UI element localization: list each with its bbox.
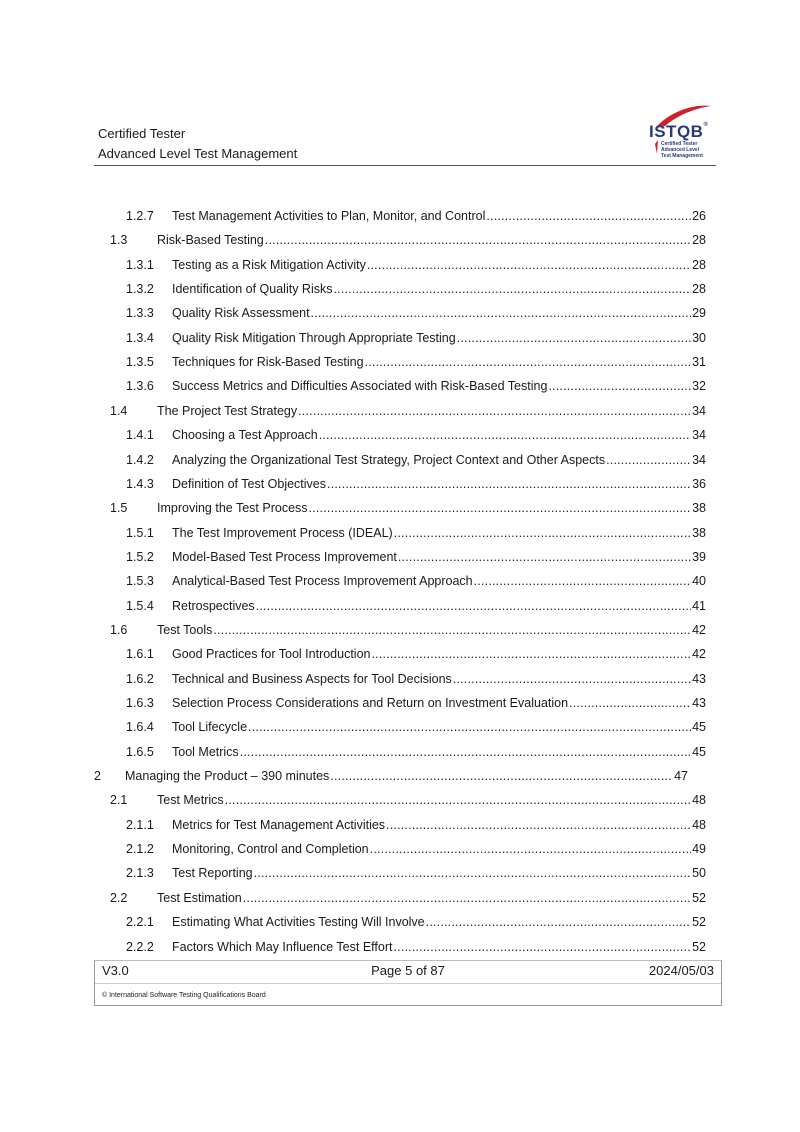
- toc-entry[interactable]: [126, 644, 706, 664]
- toc-entry-number: 1.5.3: [126, 574, 154, 589]
- toc-leader-dots: [334, 279, 692, 299]
- toc-entry-page: 34: [692, 403, 706, 418]
- toc-entry-title: Good Practices for Tool Introduction: [172, 647, 371, 662]
- logo-subtitle: Certified Tester Advanced Level Test Management: [661, 141, 703, 159]
- toc-entry-page: 52: [692, 915, 706, 930]
- header-title: Certified Tester: [98, 126, 186, 141]
- toc-entry-number: 1.6.5: [126, 744, 154, 759]
- toc-leader-dots: [606, 450, 691, 470]
- footer-date: 2024/05/03: [648, 963, 714, 978]
- toc-entry-title: Test Estimation: [157, 890, 242, 905]
- logo-wordmark: ISTQB®: [649, 122, 709, 141]
- toc-entry[interactable]: [126, 912, 706, 932]
- toc-entry-number: 1.3.2: [126, 282, 154, 297]
- toc-entry-title: Model-Based Test Process Improvement: [172, 549, 397, 564]
- toc-entry-title: Quality Risk Assessment: [172, 306, 310, 321]
- toc-entry-number: 2.1.3: [126, 866, 154, 881]
- toc-entry-title: Factors Which May Influence Test Effort: [172, 939, 393, 954]
- toc-entry-title: Testing as a Risk Mitigation Activity: [172, 257, 366, 272]
- toc-leader-dots: [426, 912, 691, 932]
- toc-entry-number: 2.1: [110, 793, 128, 808]
- toc-leader-dots: [248, 717, 691, 737]
- toc-entry-title: Technical and Business Aspects for Tool Decisions: [172, 671, 452, 686]
- toc-entry-page: 42: [692, 622, 706, 637]
- toc-entry-page: 38: [692, 525, 706, 540]
- toc-entry-number: 1.5.2: [126, 549, 154, 564]
- toc-entry[interactable]: [126, 717, 706, 737]
- toc-entry-page: 42: [692, 647, 706, 662]
- toc-entry-number: 1.6: [110, 622, 128, 637]
- toc-leader-dots: [311, 303, 692, 323]
- toc-entry-number: 2.2: [110, 890, 128, 905]
- toc-entry-title: Success Metrics and Difficulties Associated with Risk-Based Testing: [172, 379, 548, 394]
- toc-entry[interactable]: [126, 328, 706, 348]
- toc-entry-title: Test Tools: [157, 622, 213, 637]
- toc-entry-page: 28: [692, 257, 706, 272]
- toc-leader-dots: [225, 790, 691, 810]
- toc-entry-title: Monitoring, Control and Completion: [172, 842, 369, 857]
- toc-entry[interactable]: [126, 523, 706, 543]
- toc-entry-title: Test Metrics: [157, 793, 224, 808]
- toc-leader-dots: [327, 474, 691, 494]
- toc-entry[interactable]: [126, 474, 706, 494]
- toc-entry-title: Quality Risk Mitigation Through Appropriate Testing: [172, 330, 456, 345]
- toc-entry-title: Analytical-Based Test Process Improvement Approach: [172, 574, 473, 589]
- toc-entry-title: Techniques for Risk-Based Testing: [172, 355, 364, 370]
- toc-entry[interactable]: [110, 790, 706, 810]
- toc-entry-number: 1.4.2: [126, 452, 154, 467]
- toc-entry-title: Improving the Test Process: [157, 501, 308, 516]
- toc-entry-title: The Project Test Strategy: [157, 403, 298, 418]
- page-footer: [94, 960, 722, 1006]
- toc-entry-title: The Test Improvement Process (IDEAL): [172, 525, 393, 540]
- toc-entry-page: 36: [692, 476, 706, 491]
- toc-entry-number: 1.5: [110, 501, 128, 516]
- toc-entry[interactable]: [126, 863, 706, 883]
- toc-leader-dots: [393, 937, 691, 957]
- toc-entry[interactable]: [110, 230, 706, 250]
- toc-entry-title: Test Reporting: [172, 866, 253, 881]
- toc-leader-dots: [319, 425, 691, 445]
- toc-entry-title: Retrospectives: [172, 598, 255, 613]
- toc-entry-title: Managing the Product – 390 minutes: [125, 769, 330, 784]
- toc-entry-title: Identification of Quality Risks: [172, 282, 333, 297]
- toc-entry-title: Tool Metrics: [172, 744, 239, 759]
- footer-version: V3.0: [102, 963, 129, 978]
- toc-entry[interactable]: [126, 742, 706, 762]
- toc-entry-page: 45: [692, 744, 706, 759]
- toc-entry-number: 1.6.4: [126, 720, 154, 735]
- toc-entry-page: 34: [692, 428, 706, 443]
- toc-entry[interactable]: [126, 376, 706, 396]
- toc-entry-number: 1.4.1: [126, 428, 154, 443]
- toc-entry-number: 1.3.3: [126, 306, 154, 321]
- toc-entry[interactable]: [110, 498, 706, 518]
- toc-entry-page: 26: [692, 209, 706, 223]
- toc-leader-dots: [370, 839, 691, 859]
- toc-entry-number: 1.4: [110, 403, 128, 418]
- toc-leader-dots: [213, 620, 691, 640]
- toc-entry-number: 1.6.3: [126, 696, 154, 710]
- toc-entry[interactable]: [126, 596, 706, 616]
- toc-leader-dots: [486, 206, 691, 226]
- toc-entry-title: Selection Process Considerations and Return on Investment Evaluation: [172, 696, 569, 710]
- toc-entry-title: Risk-Based Testing: [157, 233, 264, 248]
- toc-entry-page: 49: [692, 842, 706, 857]
- toc-entry[interactable]: [110, 401, 706, 421]
- toc-entry-number: 1.5.1: [126, 525, 154, 540]
- footer-page-number: Page 5 of 87: [371, 963, 445, 978]
- toc-entry[interactable]: [110, 888, 706, 908]
- toc-entry-page: 38: [692, 501, 706, 516]
- toc-entry-page: 40: [692, 574, 706, 589]
- toc-entry-number: 2.2.2: [126, 939, 154, 954]
- toc-entry[interactable]: [126, 839, 706, 859]
- toc-entry-number: 1.5.4: [126, 598, 154, 613]
- toc-entry-title: Definition of Test Objectives: [172, 476, 327, 491]
- toc-leader-dots: [457, 328, 691, 348]
- toc-entry-number: 1.3.4: [126, 330, 154, 345]
- toc-entry-number: 1.3.6: [126, 379, 154, 394]
- toc-entry-page: 39: [692, 549, 706, 564]
- toc-entry-page: 45: [692, 720, 706, 735]
- toc-entry-page: 28: [692, 233, 706, 248]
- toc-entry-page: 28: [692, 282, 706, 297]
- toc-entry-title: Analyzing the Organizational Test Strategy, Project Context and Other Aspects: [172, 452, 606, 467]
- toc-entry-number: 2: [94, 769, 101, 784]
- toc-entry[interactable]: [126, 206, 706, 226]
- toc-entry-page: 32: [692, 379, 706, 394]
- toc-entry-page: 47: [674, 769, 688, 784]
- toc-entry-title: Estimating What Activities Testing Will Involve: [172, 915, 425, 930]
- toc-leader-dots: [474, 571, 691, 591]
- toc-leader-dots: [569, 693, 691, 713]
- toc-entry-page: 43: [692, 671, 706, 686]
- toc-entry[interactable]: [126, 693, 706, 713]
- toc-entry-page: 31: [692, 355, 706, 370]
- toc-entry-number: 1.3.5: [126, 355, 154, 370]
- toc-entry-number: 1.3.1: [126, 257, 154, 272]
- toc-leader-dots: [398, 547, 691, 567]
- toc-entry[interactable]: [126, 937, 706, 957]
- toc-leader-dots: [243, 888, 691, 908]
- toc-entry[interactable]: [126, 279, 706, 299]
- toc-entry-number: 1.6.2: [126, 671, 154, 686]
- toc-entry[interactable]: [126, 669, 706, 689]
- istqb-logo: [645, 104, 715, 162]
- toc-leader-dots: [240, 742, 691, 762]
- toc-entry-page: 48: [692, 793, 706, 808]
- toc-entry-title: Metrics for Test Management Activities: [172, 817, 386, 832]
- toc-entry-number: 2.1.2: [126, 842, 154, 857]
- toc-entry[interactable]: [126, 255, 706, 275]
- toc-entry-page: 43: [692, 696, 706, 710]
- toc-entry[interactable]: [126, 450, 706, 470]
- toc-entry[interactable]: [126, 425, 706, 445]
- toc-entry-number: 2.1.1: [126, 817, 154, 832]
- toc-entry-page: 34: [692, 452, 706, 467]
- toc-entry[interactable]: [126, 571, 706, 591]
- toc-leader-dots: [256, 596, 691, 616]
- toc-entry-page: 48: [692, 817, 706, 832]
- toc-entry-page: 52: [692, 890, 706, 905]
- toc-leader-dots: [265, 230, 691, 250]
- toc-leader-dots: [330, 766, 673, 786]
- toc-leader-dots: [453, 669, 691, 689]
- toc-entry-number: 1.3: [110, 233, 128, 248]
- toc-entry-page: 41: [692, 598, 706, 613]
- toc-leader-dots: [394, 523, 691, 543]
- header-divider: [94, 165, 716, 166]
- toc-entry[interactable]: [126, 352, 706, 372]
- toc-leader-dots: [309, 498, 692, 518]
- toc-entry[interactable]: [94, 766, 688, 786]
- toc-entry[interactable]: [126, 547, 706, 567]
- toc-entry-number: 1.2.7: [126, 209, 154, 223]
- toc-entry-title: Choosing a Test Approach: [172, 428, 318, 443]
- toc-entry-number: 1.4.3: [126, 476, 154, 491]
- toc-leader-dots: [298, 401, 691, 421]
- toc-entry-page: 52: [692, 939, 706, 954]
- footer-copyright: © International Software Testing Qualifications Board: [102, 992, 266, 999]
- toc-leader-dots: [372, 644, 692, 664]
- header-subtitle: Advanced Level Test Management: [98, 146, 298, 161]
- toc-leader-dots: [365, 352, 692, 372]
- toc-entry-page: 30: [692, 330, 706, 345]
- toc-leader-dots: [367, 255, 691, 275]
- toc-entry-number: 1.6.1: [126, 647, 154, 662]
- toc-leader-dots: [548, 376, 691, 396]
- toc-entry-title: Test Management Activities to Plan, Monitor, and Control: [172, 209, 486, 223]
- toc-leader-dots: [386, 815, 691, 835]
- toc-entry-title: Tool Lifecycle: [172, 720, 248, 735]
- toc-entry[interactable]: [126, 815, 706, 835]
- page-header: [98, 124, 716, 166]
- footer-divider: [95, 983, 721, 984]
- toc-entry[interactable]: [110, 620, 706, 640]
- toc-entry-page: 29: [692, 306, 706, 321]
- toc-leader-dots: [254, 863, 691, 883]
- toc-entry-page: 50: [692, 866, 706, 881]
- toc-entry-number: 2.2.1: [126, 915, 154, 930]
- toc-entry[interactable]: [126, 303, 706, 323]
